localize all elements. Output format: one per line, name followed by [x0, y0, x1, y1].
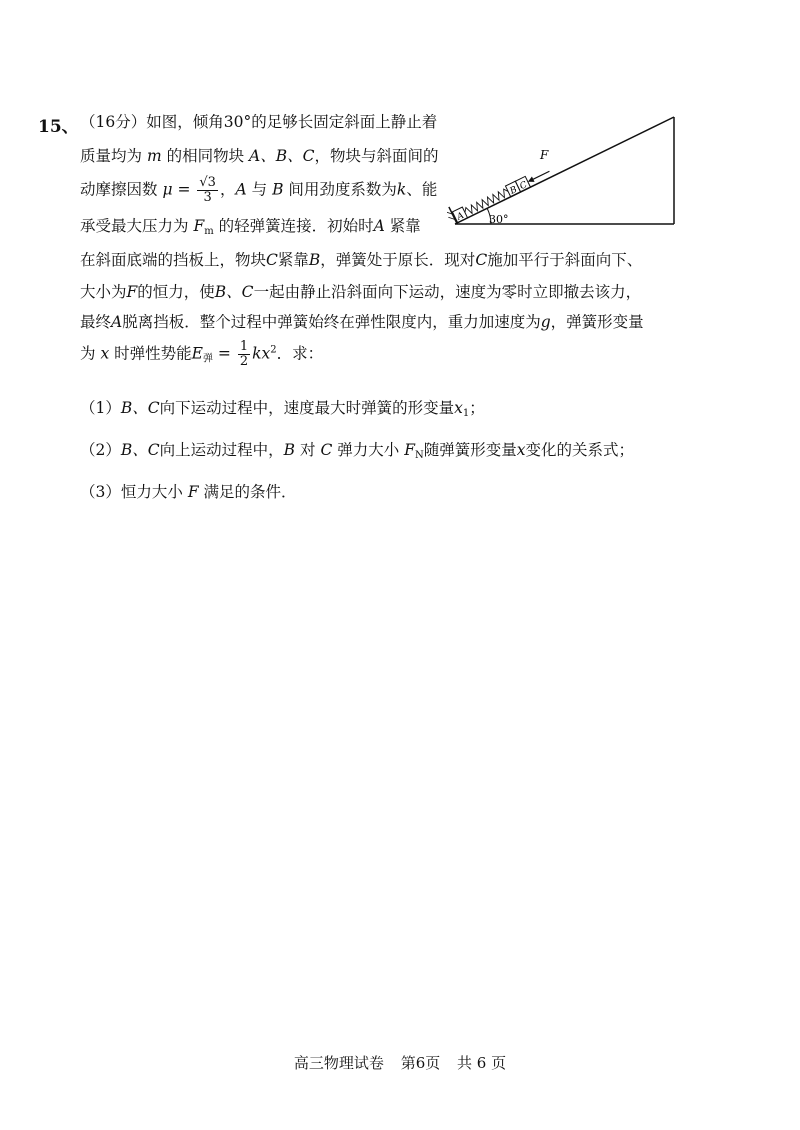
question-line-1: （16分）如图，倾角30°的足够长固定斜面上静止着 [80, 113, 438, 131]
page-footer [0, 1052, 800, 1073]
question-line-4: 承受最大压力为 $F_m$ 的轻弹簧连接．初始时A 紧靠 [80, 217, 421, 237]
spring [463, 188, 510, 216]
question-line-3: 动摩擦因数 μ = $\frac{√3}{3}$ ，A 与 B 间用劲度系数为k、能 [80, 175, 438, 205]
question-line-6: 大小为F的恒力，使B、C一起由静止沿斜面向下运动，速度为零时立即撤去该力， [80, 283, 642, 301]
incline-hypotenuse [455, 117, 674, 224]
mu-fraction: $\frac{√3}{3}$ [199, 175, 216, 205]
block-c-label: C [518, 180, 530, 193]
block-a-label: A [455, 210, 466, 223]
footer-title: 高三物理试卷 [293, 1054, 384, 1072]
footer-total: 共 6 页 [457, 1054, 507, 1072]
block-b-label: B [508, 184, 519, 197]
question-line-7: 最终A脱离挡板．整个过程中弹簧始终在弹性限度内，重力加速度为g，弹簧形变量 [80, 313, 644, 331]
question-line-8: 为 x 时弹性势能$E_弹$ = $\frac{1}{2}$ $kx^2$．求： [80, 339, 324, 369]
question-number: 15、 [38, 117, 79, 137]
sub-question-3: （3）恒力大小 F 满足的条件． [80, 483, 297, 501]
incline-figure [447, 112, 677, 232]
force-label: F [540, 148, 549, 162]
question-line-5: 在斜面底端的挡板上，物块C紧靠B，弹簧处于原长．现对C施加平行于斜面向下、 [80, 251, 643, 269]
sub-question-1: （1）B、C向下运动过程中，速度最大时弹簧的形变量$x_1$； [80, 399, 485, 419]
footer-page: 第6页 [400, 1054, 441, 1072]
sub-question-2: （2）B、C向上运动过程中，B 对 C 弹力大小 $F_N$随弹簧形变量x变化的关系式； [80, 441, 634, 461]
angle-label: 30° [489, 213, 509, 226]
half-fraction: $\frac{1}{2}$ [239, 339, 249, 369]
question-line-2: 质量均为 m 的相同物块 A、B、C，物块与斜面间的 [80, 147, 439, 165]
